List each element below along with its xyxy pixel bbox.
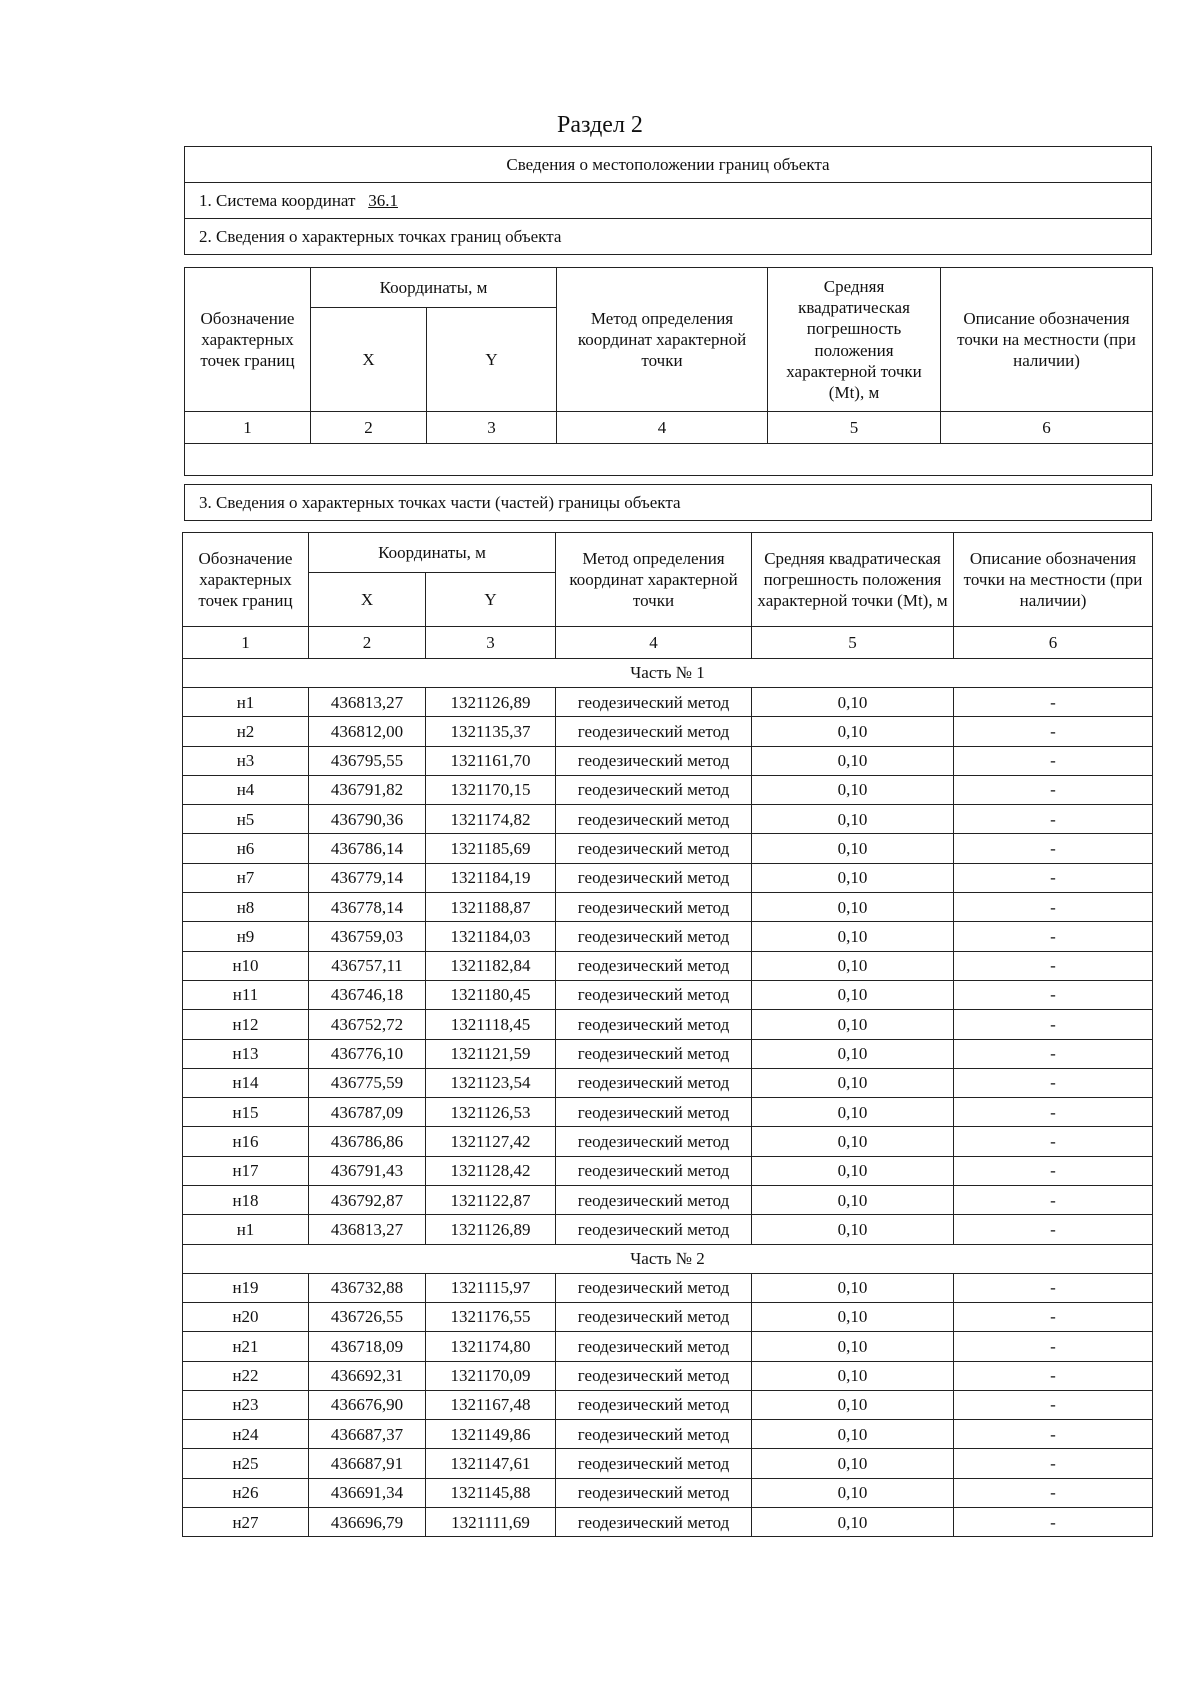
error-mt: 0,10 (752, 893, 954, 922)
method: геодезический метод (556, 1332, 752, 1361)
col-error-header: Средняя квадратическая погрешность положения характерной точки (Mt), м (752, 533, 954, 627)
coord-x: 436813,27 (309, 688, 426, 717)
error-mt: 0,10 (752, 1039, 954, 1068)
coord-y: 1321127,42 (426, 1127, 556, 1156)
col-number: 5 (768, 412, 941, 444)
point-designation: н8 (183, 893, 309, 922)
table-row (183, 1390, 1153, 1419)
error-mt: 0,10 (752, 1449, 954, 1478)
error-mt: 0,10 (752, 1478, 954, 1507)
table-row (183, 1039, 1153, 1068)
point-designation: н15 (183, 1098, 309, 1127)
description: - (954, 1039, 1153, 1068)
boundary-points-table (184, 267, 1153, 476)
error-mt: 0,10 (752, 922, 954, 951)
method: геодезический метод (556, 746, 752, 775)
coord-y: 1321145,88 (426, 1478, 556, 1507)
point-designation: н19 (183, 1273, 309, 1302)
col-description-header: Описание обозначения точки на местности (при наличии) (954, 533, 1153, 627)
coord-x: 436786,86 (309, 1127, 426, 1156)
description: - (954, 1332, 1153, 1361)
coord-y: 1321170,15 (426, 775, 556, 804)
table-row (183, 1508, 1153, 1537)
point-designation: н20 (183, 1302, 309, 1331)
point-designation: н18 (183, 1186, 309, 1215)
method: геодезический метод (556, 1390, 752, 1419)
description: - (954, 1449, 1153, 1478)
point-designation: н6 (183, 834, 309, 863)
description: - (954, 688, 1153, 717)
table-row (183, 1010, 1153, 1039)
col-method-header: Метод определения координат характерной точки (556, 533, 752, 627)
method: геодезический метод (556, 688, 752, 717)
col-number: 4 (556, 627, 752, 659)
coord-x: 436692,31 (309, 1361, 426, 1390)
coord-x: 436687,37 (309, 1420, 426, 1449)
coord-y: 1321147,61 (426, 1449, 556, 1478)
error-mt: 0,10 (752, 1390, 954, 1419)
part-label: Часть № 2 (183, 1244, 1153, 1273)
point-designation: н4 (183, 775, 309, 804)
coord-x: 436791,82 (309, 775, 426, 804)
method: геодезический метод (556, 1098, 752, 1127)
error-mt: 0,10 (752, 1186, 954, 1215)
coord-y: 1321128,42 (426, 1156, 556, 1185)
coord-y: 1321176,55 (426, 1302, 556, 1331)
description: - (954, 1273, 1153, 1302)
table-row (183, 775, 1153, 804)
coord-y: 1321161,70 (426, 746, 556, 775)
point-designation: н27 (183, 1508, 309, 1537)
method: геодезический метод (556, 717, 752, 746)
description: - (954, 1156, 1153, 1185)
method: геодезический метод (556, 1273, 752, 1302)
coord-x: 436779,14 (309, 863, 426, 892)
error-mt: 0,10 (752, 980, 954, 1009)
coord-y: 1321111,69 (426, 1508, 556, 1537)
method: геодезический метод (556, 1449, 752, 1478)
col-x-header: X (309, 573, 426, 627)
table-row (183, 1186, 1153, 1215)
table-row (183, 1332, 1153, 1361)
point-designation: н9 (183, 922, 309, 951)
part-header-row (183, 659, 1153, 688)
col-description-header: Описание обозначения точки на местности (при наличии) (941, 268, 1153, 412)
coord-y: 1321115,97 (426, 1273, 556, 1302)
description: - (954, 1098, 1153, 1127)
coord-y: 1321180,45 (426, 980, 556, 1009)
error-mt: 0,10 (752, 1508, 954, 1537)
method: геодезический метод (556, 1186, 752, 1215)
error-mt: 0,10 (752, 1361, 954, 1390)
table-row (183, 1361, 1153, 1390)
col-method-header: Метод определения координат характерной точки (557, 268, 768, 412)
col-number: 3 (426, 627, 556, 659)
point-designation: н22 (183, 1361, 309, 1390)
method: геодезический метод (556, 1215, 752, 1244)
col-number: 6 (954, 627, 1153, 659)
coord-y: 1321122,87 (426, 1186, 556, 1215)
method: геодезический метод (556, 1127, 752, 1156)
coord-y: 1321126,89 (426, 688, 556, 717)
error-mt: 0,10 (752, 1215, 954, 1244)
description: - (954, 1302, 1153, 1331)
coord-y: 1321123,54 (426, 1068, 556, 1097)
coord-y: 1321182,84 (426, 951, 556, 980)
part-boundary-points-table (182, 532, 1153, 1537)
object-location-heading: Сведения о местоположении границ объекта (185, 147, 1152, 183)
description: - (954, 834, 1153, 863)
coord-x: 436691,34 (309, 1478, 426, 1507)
col-number: 6 (941, 412, 1153, 444)
table-row (183, 746, 1153, 775)
coord-x: 436791,43 (309, 1156, 426, 1185)
coord-y: 1321126,53 (426, 1098, 556, 1127)
col-number: 4 (557, 412, 768, 444)
method: геодезический метод (556, 1039, 752, 1068)
table-row (183, 1068, 1153, 1097)
point-designation: н21 (183, 1332, 309, 1361)
error-mt: 0,10 (752, 1302, 954, 1331)
point-designation: н26 (183, 1478, 309, 1507)
description: - (954, 1215, 1153, 1244)
description: - (954, 863, 1153, 892)
section3-label: 3. Сведения о характерных точках части (частей) границы объекта (185, 485, 1152, 521)
description: - (954, 1361, 1153, 1390)
point-designation: н12 (183, 1010, 309, 1039)
table-row (183, 1478, 1153, 1507)
method: геодезический метод (556, 922, 752, 951)
col-number: 5 (752, 627, 954, 659)
error-mt: 0,10 (752, 1068, 954, 1097)
error-mt: 0,10 (752, 775, 954, 804)
section-title: Раздел 2 (557, 112, 643, 138)
description: - (954, 1420, 1153, 1449)
description: - (954, 1390, 1153, 1419)
description: - (954, 775, 1153, 804)
col-designation-header: Обозначение характерных точек границ (185, 268, 311, 412)
coord-x: 436676,90 (309, 1390, 426, 1419)
coord-x: 436795,55 (309, 746, 426, 775)
description: - (954, 893, 1153, 922)
description: - (954, 717, 1153, 746)
error-mt: 0,10 (752, 688, 954, 717)
description: - (954, 1508, 1153, 1537)
error-mt: 0,10 (752, 1420, 954, 1449)
coord-x: 436812,00 (309, 717, 426, 746)
description: - (954, 951, 1153, 980)
error-mt: 0,10 (752, 1273, 954, 1302)
error-mt: 0,10 (752, 1332, 954, 1361)
point-designation: н17 (183, 1156, 309, 1185)
method: геодезический метод (556, 1302, 752, 1331)
point-designation: н7 (183, 863, 309, 892)
col-coords-header: Координаты, м (311, 268, 557, 308)
coord-y: 1321149,86 (426, 1420, 556, 1449)
method: геодезический метод (556, 1010, 752, 1039)
characteristic-points-label: 2. Сведения о характерных точках границ объекта (185, 219, 1152, 255)
col-number: 3 (427, 412, 557, 444)
coordinate-system-row (185, 183, 1152, 219)
col-number: 1 (185, 412, 311, 444)
description: - (954, 805, 1153, 834)
coord-x: 436752,72 (309, 1010, 426, 1039)
coord-y: 1321184,03 (426, 922, 556, 951)
error-mt: 0,10 (752, 834, 954, 863)
description: - (954, 1478, 1153, 1507)
section3-box (184, 484, 1152, 521)
error-mt: 0,10 (752, 1098, 954, 1127)
coord-x: 436790,36 (309, 805, 426, 834)
description: - (954, 1068, 1153, 1097)
coord-x: 436813,27 (309, 1215, 426, 1244)
method: геодезический метод (556, 980, 752, 1009)
table-row (183, 688, 1153, 717)
coord-x: 436778,14 (309, 893, 426, 922)
table-row (183, 1215, 1153, 1244)
part-header-row (183, 1244, 1153, 1273)
coord-y: 1321135,37 (426, 717, 556, 746)
error-mt: 0,10 (752, 746, 954, 775)
coord-y: 1321167,48 (426, 1390, 556, 1419)
coord-y: 1321118,45 (426, 1010, 556, 1039)
table-row (183, 893, 1153, 922)
coord-x: 436775,59 (309, 1068, 426, 1097)
method: геодезический метод (556, 951, 752, 980)
point-designation: н24 (183, 1420, 309, 1449)
table-row (183, 863, 1153, 892)
col-coords-header: Координаты, м (309, 533, 556, 573)
table-row (183, 1156, 1153, 1185)
coord-x: 436792,87 (309, 1186, 426, 1215)
point-designation: н25 (183, 1449, 309, 1478)
table-row (183, 1420, 1153, 1449)
coord-y: 1321126,89 (426, 1215, 556, 1244)
table-row (183, 951, 1153, 980)
method: геодезический метод (556, 1508, 752, 1537)
point-designation: н1 (183, 1215, 309, 1244)
part-label: Часть № 1 (183, 659, 1153, 688)
point-designation: н13 (183, 1039, 309, 1068)
description: - (954, 1186, 1153, 1215)
point-designation: н5 (183, 805, 309, 834)
point-designation: н11 (183, 980, 309, 1009)
point-designation: н14 (183, 1068, 309, 1097)
coord-y: 1321188,87 (426, 893, 556, 922)
method: геодезический метод (556, 834, 752, 863)
col-number: 2 (309, 627, 426, 659)
method: геодезический метод (556, 1420, 752, 1449)
col-y-header: Y (427, 308, 557, 412)
error-mt: 0,10 (752, 1156, 954, 1185)
table-row (183, 1273, 1153, 1302)
coord-x: 436687,91 (309, 1449, 426, 1478)
table-row (183, 717, 1153, 746)
method: геодезический метод (556, 1361, 752, 1390)
error-mt: 0,10 (752, 1127, 954, 1156)
coord-x: 436776,10 (309, 1039, 426, 1068)
coord-x: 436726,55 (309, 1302, 426, 1331)
table-row (183, 922, 1153, 951)
method: геодезический метод (556, 863, 752, 892)
coord-x: 436787,09 (309, 1098, 426, 1127)
point-designation: н1 (183, 688, 309, 717)
col-x-header: X (311, 308, 427, 412)
method: геодезический метод (556, 775, 752, 804)
col-y-header: Y (426, 573, 556, 627)
coord-y: 1321121,59 (426, 1039, 556, 1068)
point-designation: н16 (183, 1127, 309, 1156)
table-row (183, 980, 1153, 1009)
description: - (954, 980, 1153, 1009)
method: геодезический метод (556, 1478, 752, 1507)
coord-y: 1321170,09 (426, 1361, 556, 1390)
table-row (183, 805, 1153, 834)
point-designation: н2 (183, 717, 309, 746)
error-mt: 0,10 (752, 863, 954, 892)
method: геодезический метод (556, 893, 752, 922)
table-row (183, 1302, 1153, 1331)
table-row (183, 1127, 1153, 1156)
coord-x: 436732,88 (309, 1273, 426, 1302)
coord-x: 436718,09 (309, 1332, 426, 1361)
method: геодезический метод (556, 1156, 752, 1185)
table-row (183, 1449, 1153, 1478)
description: - (954, 746, 1153, 775)
coord-y: 1321174,82 (426, 805, 556, 834)
table-row (183, 834, 1153, 863)
point-designation: н3 (183, 746, 309, 775)
description: - (954, 922, 1153, 951)
method: геодезический метод (556, 805, 752, 834)
coord-x: 436759,03 (309, 922, 426, 951)
coord-y: 1321174,80 (426, 1332, 556, 1361)
error-mt: 0,10 (752, 1010, 954, 1039)
empty-row (185, 444, 1153, 476)
col-error-header: Средняя квадратическая погрешность положения характерной точки (Mt), м (768, 268, 941, 412)
col-number: 1 (183, 627, 309, 659)
coord-x: 436757,11 (309, 951, 426, 980)
coord-x: 436696,79 (309, 1508, 426, 1537)
col-number: 2 (311, 412, 427, 444)
coord-x: 436746,18 (309, 980, 426, 1009)
coordinate-system-value: 36.1 (368, 190, 398, 210)
method: геодезический метод (556, 1068, 752, 1097)
point-designation: н23 (183, 1390, 309, 1419)
point-designation: н10 (183, 951, 309, 980)
object-info-table (184, 146, 1152, 255)
coord-y: 1321184,19 (426, 863, 556, 892)
coord-x: 436786,14 (309, 834, 426, 863)
col-designation-header: Обозначение характерных точек границ (183, 533, 309, 627)
description: - (954, 1010, 1153, 1039)
error-mt: 0,10 (752, 951, 954, 980)
error-mt: 0,10 (752, 717, 954, 746)
error-mt: 0,10 (752, 805, 954, 834)
coord-y: 1321185,69 (426, 834, 556, 863)
coordinate-system-label: 1. Система координат (199, 190, 356, 210)
table-row (183, 1098, 1153, 1127)
description: - (954, 1127, 1153, 1156)
